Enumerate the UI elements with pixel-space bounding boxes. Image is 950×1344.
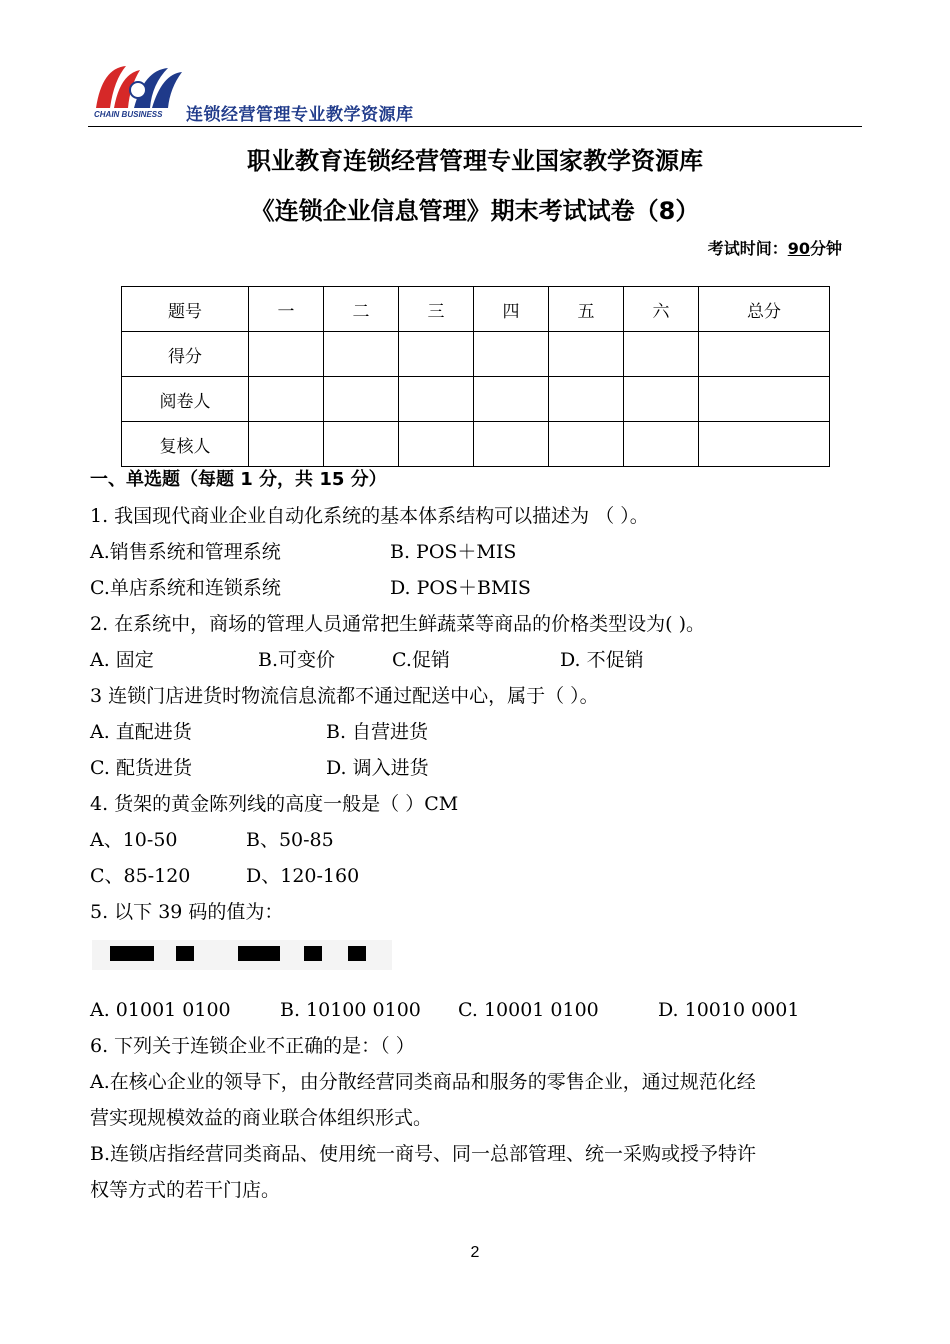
score-cell [324, 332, 399, 377]
option-a: A.销售系统和管理系统 [90, 541, 281, 563]
option-c: C. 配货进货 [90, 757, 192, 779]
question-2-options [90, 647, 644, 673]
score-cell [324, 422, 399, 467]
table-row [122, 377, 830, 422]
score-cell [549, 422, 624, 467]
question-6: 6. 下列关于连锁企业不正确的是：（ ） [90, 1035, 415, 1057]
question-4-options-2 [90, 863, 359, 889]
score-cell [249, 377, 324, 422]
row-label: 阅卷人 [122, 377, 249, 422]
question-3-options-2 [90, 755, 429, 781]
option-c: C、85-120 [90, 865, 191, 887]
question-4-options [90, 827, 334, 853]
row-label: 复核人 [122, 422, 249, 467]
option-b: B.可变价 [258, 649, 336, 671]
table-header-cell: 题号 [122, 287, 249, 332]
question-5: 5. 以下 39 码的值为： [90, 901, 284, 923]
table-header-cell: 五 [549, 287, 624, 332]
option-a: A. 固定 [90, 649, 154, 671]
option-a: A、10-50 [90, 829, 178, 851]
score-cell [549, 377, 624, 422]
option-c: C.单店系统和连锁系统 [90, 577, 281, 599]
option-d: D. 调入进货 [326, 757, 429, 779]
option-a: A. 01001 0100 [90, 999, 231, 1021]
score-cell [624, 332, 699, 377]
exam-time [708, 236, 842, 259]
brand-english: CHAIN BUSINESS [94, 110, 163, 119]
score-cell [474, 332, 549, 377]
table-header-cell: 四 [474, 287, 549, 332]
table-row [122, 332, 830, 377]
question-6-option-b: B.连锁店指经营同类商品、使用统一商号、同一总部管理、统一采购或授予特许 [90, 1143, 757, 1165]
score-cell [624, 377, 699, 422]
table-header-cell: 六 [624, 287, 699, 332]
page-header [88, 60, 862, 127]
exam-time-unit: 分钟 [809, 239, 842, 258]
option-d: D. 不促销 [560, 649, 644, 671]
question-1-options-2 [90, 575, 531, 601]
score-cell [699, 332, 830, 377]
question-5-options [90, 997, 799, 1023]
score-cell [324, 377, 399, 422]
option-b: B、50-85 [246, 829, 334, 851]
table-header-cell: 总分 [699, 287, 830, 332]
option-c: C. 10001 0100 [458, 999, 599, 1021]
score-cell [624, 422, 699, 467]
row-label: 得分 [122, 332, 249, 377]
question-1-options [90, 539, 516, 565]
barcode-39-image [92, 940, 392, 970]
score-cell [699, 377, 830, 422]
score-cell [399, 332, 474, 377]
score-table-header-row [122, 287, 830, 332]
score-cell [399, 422, 474, 467]
score-table [121, 286, 830, 467]
score-cell [474, 422, 549, 467]
page-number: 2 [470, 1244, 480, 1261]
score-cell [249, 332, 324, 377]
option-d: D. 10010 0001 [658, 999, 800, 1021]
table-header-cell: 二 [324, 287, 399, 332]
question-6-option-a: A.在核心企业的领导下，由分散经营同类商品和服务的零售企业，通过规范化经 [90, 1071, 756, 1093]
option-b: B. POS＋MIS [390, 541, 517, 563]
exam-title: 《连锁企业信息管理》期末考试试卷（8） [250, 197, 700, 225]
question-1: 1. 我国现代商业企业自动化系统的基本体系结构可以描述为 （ ）。 [90, 505, 649, 527]
question-3: 3 连锁门店进货时物流信息流都不通过配送中心，属于（ ）。 [90, 685, 599, 707]
option-a: A. 直配进货 [90, 721, 192, 743]
question-2: 2. 在系统中，商场的管理人员通常把生鲜蔬菜等商品的价格类型设为( )。 [90, 613, 706, 635]
question-4: 4. 货架的黄金陈列线的高度一般是（ ）CM [90, 793, 459, 815]
question-6-option-a-cont: 营实现规模效益的商业联合体组织形式。 [90, 1107, 433, 1129]
table-row [122, 422, 830, 467]
score-cell [399, 377, 474, 422]
option-d: D. POS＋BMIS [390, 577, 531, 599]
option-b: B. 10100 0100 [280, 999, 421, 1021]
section-heading: 一、单选题（每题 1 分，共 15 分） [90, 469, 387, 490]
score-cell [474, 377, 549, 422]
score-cell [249, 422, 324, 467]
table-header-cell: 三 [399, 287, 474, 332]
exam-time-label: 考试时间： [707, 239, 788, 258]
score-cell [699, 422, 830, 467]
option-d: D、120-160 [246, 865, 360, 887]
brand-chinese: 连锁经营管理专业教学资源库 [186, 105, 414, 125]
option-c: C.促销 [392, 649, 450, 671]
page-title: 职业教育连锁经营管理专业国家教学资源库 [247, 147, 703, 175]
question-3-options [90, 719, 428, 745]
table-header-cell: 一 [249, 287, 324, 332]
option-b: B. 自营进货 [326, 721, 429, 743]
question-6-option-b-cont: 权等方式的若干门店。 [90, 1179, 281, 1201]
exam-time-value: 90 [787, 239, 810, 258]
score-cell [549, 332, 624, 377]
